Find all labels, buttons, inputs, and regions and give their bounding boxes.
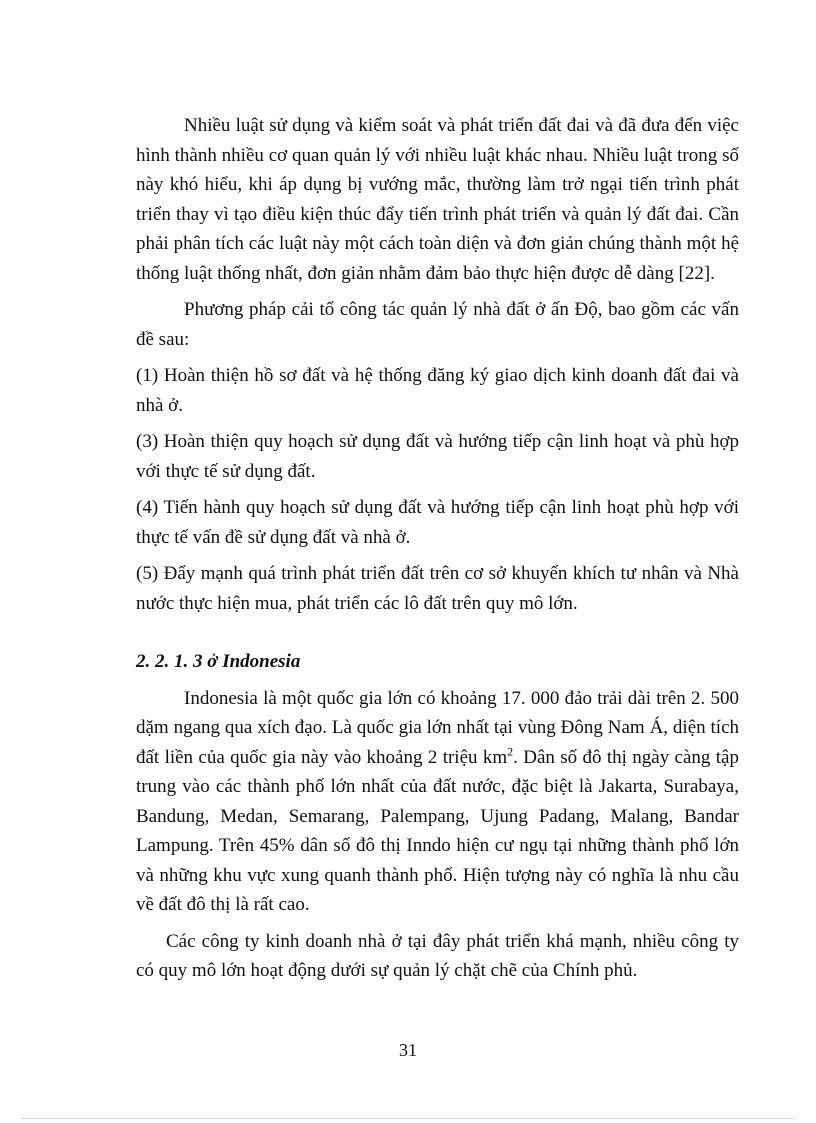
paragraph-land-laws: Nhiều luật sử dụng và kiểm soát và phát triển đất đai và đã đưa đến việc hình thành nhiều cơ quan quản lý với nhiều luật khác nhau. Nhiều luật trong số này khó hiểu, khi áp dụng bị vướng mắc, thường làm trở ngại tiến trình phát triển thay vì tạo điều kiện thúc đẩy tiến trình phát triển và quản lý đất đai. Cần phải phân tích các luật này một cách toàn diện và đơn giản chúng thành một hệ thống luật thống nhất, đơn giản nhằm đảm bảo thực hiện được dễ dàng [22].	[136, 115, 739, 284]
km-superscript: 2	[507, 744, 514, 759]
indonesia-text-before-superscript: Indonesia là một quốc gia lớn có khoảng 17. 000 đảo trải dài trên 2. 500 dặm ngang qua xích đạo. Là quốc gia lớn nhất tại vùng Đông Nam Á, diện tích đất liền của quốc gia này vào khoảng 2 triệu km	[136, 687, 739, 768]
paragraph-indonesia-overview	[136, 684, 739, 920]
indonesia-text-after-superscript: . Dân số đô thị ngày càng tập trung vào các thành phố lớn nhất của đất nước, đặc biệt là Jakarta, Surabaya, Bandung, Medan, Semarang, Palempang, Ujung Padang, Malang, Bandar Lampung. Trên 45% dân số đô thị Inndo hiện cư ngụ tại những thành phố lớn và những khu vực xung quanh thành phố. Hiện tượng này có nghĩa là nhu cầu về đất đô thị là rất cao.	[136, 746, 739, 915]
section-heading-indonesia: 2. 2. 1. 3 ở Indonesia	[136, 651, 301, 672]
page-bottom-divider	[22, 1118, 794, 1119]
list-item-5: (5) Đẩy mạnh quá trình phát triển đất trên cơ sở khuyến khích tư nhân và Nhà nước thực hiện mua, phát triển các lô đất trên quy mô lớn.	[136, 563, 739, 614]
list-item-3: (3) Hoàn thiện quy hoạch sử dụng đất và hướng tiếp cận linh hoạt và phù hợp với thực tế sử dụng đất.	[136, 431, 739, 482]
page-number: 31	[399, 1040, 417, 1060]
page-body	[136, 111, 739, 993]
list-item-1: (1) Hoàn thiện hồ sơ đất và hệ thống đăng ký giao dịch kinh doanh đất đai và nhà ở.	[136, 365, 739, 416]
paragraph-india-reform-intro: Phương pháp cải tổ công tác quản lý nhà đất ở ấn Độ, bao gồm các vấn đề sau:	[136, 299, 739, 350]
list-item-4: (4) Tiến hành quy hoạch sử dụng đất và hướng tiếp cận linh hoạt phù hợp với thực tế vấn đề sử dụng đất và nhà ở.	[136, 497, 739, 548]
paragraph-indonesia-housing: Các công ty kinh doanh nhà ở tại đây phát triển khá mạnh, nhiều công ty có quy mô lớn hoạt động dưới sự quản lý chặt chẽ của Chính phủ.	[136, 930, 739, 981]
